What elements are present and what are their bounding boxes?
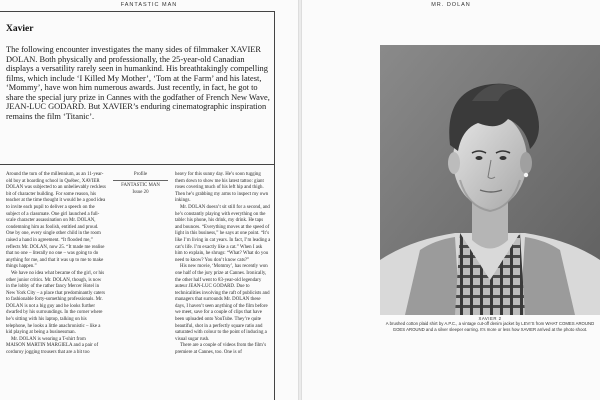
sidebar-label: Profile bbox=[113, 172, 168, 181]
left-page bbox=[0, 0, 298, 400]
photo-caption bbox=[380, 316, 600, 332]
body-paragraph: Mr. DOLAN is wearing a T-shirt from MAISON MARTIN MARGIELA and a pair of corduroy jogging trousers that are a bit too bbox=[6, 336, 99, 356]
body-paragraph: His new movie, ‘Mommy’, has recently won one half of the jury prize at Cannes. Ironically, the other half went to 83-year-old legendary auteur JEAN-LUC GODARD. Due to technicalities involving the raft of publicists and managers that surrounds Mr. DOLAN these days, I haven’t seen anything of the film before we meet, save for a couple of clips that have been uploaded onto YouTube. They’re quite beautiful, shot in a perfectly square ratio and saturated with colour to the point of inducing a visual sugar rush. bbox=[175, 264, 270, 342]
vertical-rule bbox=[274, 11, 275, 400]
body-column-1 bbox=[6, 172, 106, 357]
top-rule bbox=[0, 11, 274, 12]
profile-sidebar bbox=[113, 172, 168, 196]
portrait-illustration bbox=[380, 45, 600, 315]
section-divider bbox=[0, 164, 274, 165]
right-page bbox=[302, 0, 600, 400]
running-head-left: FANTASTIC MAN bbox=[120, 2, 178, 8]
caption-text: A brushed cotton plaid shirt by A.P.C., a vintage cut-off denim jacket by LEVI’S from WHAT COMES AROUND GOES AROUND and a silver sleeper earring. It’s more or less how XAVIER arrived at the photo shoot. bbox=[385, 321, 595, 332]
body-paragraph: There are a couple of videos from the film’s premiere at Cannes, too. One is of bbox=[175, 343, 267, 356]
body-paragraph: heavy for this sunny day. He’s soon tugging them down to show me his latest tattoo: giant roses covering much of his left hip and thigh. Then he’s grabbing my arms to inspect my own inkings. bbox=[175, 172, 269, 204]
intro-paragraph: The following encounter investigates the many sides of filmmaker XAVIER DOLAN. Both physically and professionally, the 25-year-old Canadian displays a versatility rarely seen in humankind. His breathtakingly compelling films, which include ‘I Killed My Mother’, ‘Tom at the Farm’ and his latest, ‘Mommy’, have won him numerous awards. Just recently, in fact, he got to share the special jury prize in Cannes with the godfather of French New Wave, JEAN-LUC GODARD. But XAVIER’s enduring cinematographic inspiration remains the film ‘Titanic’. bbox=[6, 45, 270, 121]
running-head-right: MR. DOLAN bbox=[431, 2, 471, 8]
sidebar-issue: Issue 20 bbox=[132, 189, 149, 195]
sidebar-magazine: FANTASTIC MAN bbox=[121, 183, 160, 189]
portrait-photo bbox=[380, 45, 600, 315]
body-paragraph: Around the turn of the millennium, as an 11-year-old boy at boarding school in Québec, XAVIER DOLAN was subjected to an unbelievably reckless bit of character building. For some reason, his teacher at the time thought it would be a good idea to invite each pupil to deliver a speech on the subject of a classmate. One girl launched a full-scale character assassination on Mr. DOLAN, condemning him as foolish, entitled and proud. One by one, every single other child in the room raised a hand in agreement. “It flooded me,” reflects Mr. DOLAN, now 25. “It made me realise that no one – literally no one – was going to do anything for me, and that it was up to me to make things happen.” bbox=[6, 172, 106, 270]
caption-title: XAVIER 2 bbox=[478, 316, 502, 321]
body-paragraph: We have no idea what became of the girl, or his other junior critics. Mr. DOLAN, though, is now in the lobby of the rather fancy Mercer Hotel in New York City – a place that predominantly caters to fashionable forty-something professionals. Mr. DOLAN is not a big guy and he looks further dwarfed by his surroundings. In the corner where he’s sitting with his laptop, talking on his telephone, he looks a little anachronistic – like a kid playing at being a businessman. bbox=[6, 270, 106, 336]
section-title: Xavier bbox=[6, 24, 34, 34]
body-column-3 bbox=[175, 172, 271, 357]
body-paragraph: Mr. DOLAN doesn’t sit still for a second, and he’s constantly playing with everything on the table: his phone, his drink, my drink. He taps and bounces. “Everything moves at the speed of light in this business,” he says at one point. “It’s like I’m living in cat years. In fact, I’m leading a cat’s life. I’m exactly like a cat.” When I ask him to explain, he shrugs: “What? What do you need to know? You don’t know cats?” bbox=[175, 204, 271, 263]
